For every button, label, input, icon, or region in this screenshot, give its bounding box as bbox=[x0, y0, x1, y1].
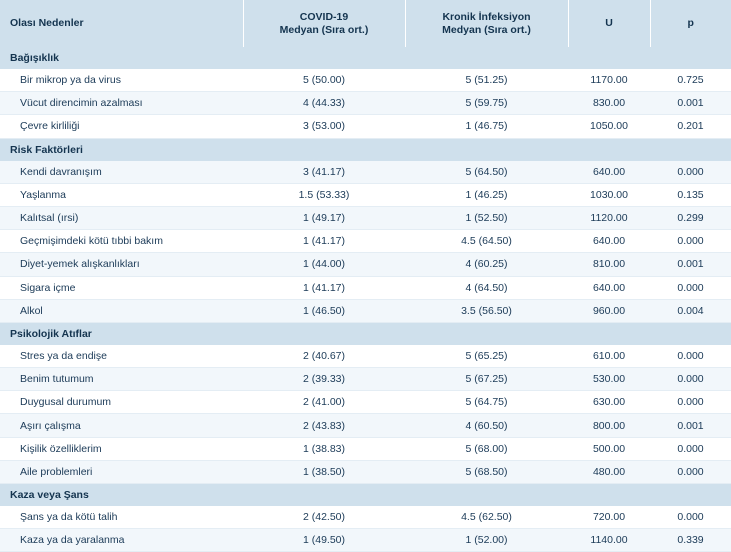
cell-p-value: 0.000 bbox=[650, 437, 731, 460]
cell-cause: Aile problemleri bbox=[0, 460, 243, 483]
table-row bbox=[0, 253, 731, 276]
cell-cause: Kalıtsal (ırsi) bbox=[0, 206, 243, 229]
table-row bbox=[0, 460, 731, 483]
cell-chronic-median: 4 (60.25) bbox=[405, 253, 568, 276]
cell-covid-median: 1.5 (53.33) bbox=[243, 183, 405, 206]
cell-chronic-median: 5 (64.75) bbox=[405, 391, 568, 414]
cell-p-value: 0.000 bbox=[650, 368, 731, 391]
cell-cause: Alkol bbox=[0, 299, 243, 322]
table-section-row bbox=[0, 322, 731, 345]
cell-p-value: 0.000 bbox=[650, 161, 731, 184]
table-section-title: Psikolojik Atıflar bbox=[0, 322, 731, 345]
cell-cause: Benim tutumum bbox=[0, 368, 243, 391]
cell-p-value: 0.000 bbox=[650, 230, 731, 253]
cell-u-value: 1170.00 bbox=[568, 69, 650, 92]
cell-chronic-median: 4 (60.50) bbox=[405, 414, 568, 437]
column-header-chronic bbox=[405, 0, 568, 47]
table-section-row bbox=[0, 47, 731, 69]
cell-covid-median: 2 (40.67) bbox=[243, 345, 405, 368]
cell-u-value: 1030.00 bbox=[568, 183, 650, 206]
cell-u-value: 530.00 bbox=[568, 368, 650, 391]
cell-p-value: 0.000 bbox=[650, 460, 731, 483]
column-header-covid-line2: Medyan (Sıra ort.) bbox=[279, 23, 369, 36]
cell-chronic-median: 1 (52.00) bbox=[405, 529, 568, 552]
cell-cause: Bir mikrop ya da virus bbox=[0, 69, 243, 92]
table-row bbox=[0, 391, 731, 414]
cell-u-value: 500.00 bbox=[568, 437, 650, 460]
cell-cause: Yaşlanma bbox=[0, 183, 243, 206]
cell-chronic-median: 5 (65.25) bbox=[405, 345, 568, 368]
table-row bbox=[0, 506, 731, 529]
column-header-covid bbox=[243, 0, 405, 47]
cell-covid-median: 3 (41.17) bbox=[243, 161, 405, 184]
cell-covid-median: 2 (39.33) bbox=[243, 368, 405, 391]
cell-covid-median: 1 (44.00) bbox=[243, 253, 405, 276]
cell-u-value: 1120.00 bbox=[568, 206, 650, 229]
table-row bbox=[0, 230, 731, 253]
cell-covid-median: 1 (49.50) bbox=[243, 529, 405, 552]
cell-u-value: 800.00 bbox=[568, 414, 650, 437]
cell-p-value: 0.000 bbox=[650, 391, 731, 414]
cell-cause: Kişilik özelliklerim bbox=[0, 437, 243, 460]
cell-covid-median: 2 (41.00) bbox=[243, 391, 405, 414]
cell-cause: Geçmişimdeki kötü tıbbi bakım bbox=[0, 230, 243, 253]
cell-chronic-median: 5 (68.50) bbox=[405, 460, 568, 483]
cell-u-value: 1140.00 bbox=[568, 529, 650, 552]
table-section-title: Risk Faktörleri bbox=[0, 138, 731, 161]
cell-u-value: 960.00 bbox=[568, 299, 650, 322]
cell-cause: Vücut direncimin azalması bbox=[0, 92, 243, 115]
cell-u-value: 480.00 bbox=[568, 460, 650, 483]
column-header-covid-line1: COVID-19 bbox=[299, 11, 349, 23]
cell-cause: Stres ya da endişe bbox=[0, 345, 243, 368]
cell-covid-median: 2 (43.83) bbox=[243, 414, 405, 437]
table-row bbox=[0, 299, 731, 322]
cell-p-value: 0.000 bbox=[650, 276, 731, 299]
cell-covid-median: 4 (44.33) bbox=[243, 92, 405, 115]
cell-covid-median: 1 (41.17) bbox=[243, 276, 405, 299]
cell-cause: Kendi davranışım bbox=[0, 161, 243, 184]
table-header bbox=[0, 0, 731, 47]
column-header-p: p bbox=[650, 0, 731, 47]
cell-u-value: 810.00 bbox=[568, 253, 650, 276]
table-row bbox=[0, 437, 731, 460]
cell-chronic-median: 5 (59.75) bbox=[405, 92, 568, 115]
cell-chronic-median: 5 (67.25) bbox=[405, 368, 568, 391]
cell-p-value: 0.725 bbox=[650, 69, 731, 92]
cell-u-value: 640.00 bbox=[568, 161, 650, 184]
cell-chronic-median: 5 (68.00) bbox=[405, 437, 568, 460]
cell-chronic-median: 5 (51.25) bbox=[405, 69, 568, 92]
cell-cause: Aşırı çalışma bbox=[0, 414, 243, 437]
cell-chronic-median: 3.5 (56.50) bbox=[405, 299, 568, 322]
cell-covid-median: 5 (50.00) bbox=[243, 69, 405, 92]
cell-covid-median: 1 (41.17) bbox=[243, 230, 405, 253]
cell-covid-median: 2 (42.50) bbox=[243, 506, 405, 529]
table-section-row bbox=[0, 138, 731, 161]
cell-p-value: 0.000 bbox=[650, 506, 731, 529]
table-section-title: Bağışıklık bbox=[0, 47, 731, 69]
cell-cause: Çevre kirliliği bbox=[0, 115, 243, 138]
table-row bbox=[0, 92, 731, 115]
cell-covid-median: 1 (46.50) bbox=[243, 299, 405, 322]
cell-covid-median: 3 (53.00) bbox=[243, 115, 405, 138]
table-row bbox=[0, 183, 731, 206]
cell-u-value: 630.00 bbox=[568, 391, 650, 414]
cell-chronic-median: 1 (46.75) bbox=[405, 115, 568, 138]
table-row bbox=[0, 206, 731, 229]
cell-p-value: 0.299 bbox=[650, 206, 731, 229]
cell-chronic-median: 4.5 (62.50) bbox=[405, 506, 568, 529]
cell-covid-median: 1 (38.50) bbox=[243, 460, 405, 483]
cell-p-value: 0.001 bbox=[650, 92, 731, 115]
table-row bbox=[0, 115, 731, 138]
cell-covid-median: 1 (38.83) bbox=[243, 437, 405, 460]
cell-p-value: 0.339 bbox=[650, 529, 731, 552]
cell-p-value: 0.201 bbox=[650, 115, 731, 138]
cell-chronic-median: 4.5 (64.50) bbox=[405, 230, 568, 253]
table-row bbox=[0, 161, 731, 184]
cell-p-value: 0.000 bbox=[650, 345, 731, 368]
cell-p-value: 0.004 bbox=[650, 299, 731, 322]
table-row bbox=[0, 529, 731, 552]
cell-u-value: 610.00 bbox=[568, 345, 650, 368]
cell-chronic-median: 5 (64.50) bbox=[405, 161, 568, 184]
cell-u-value: 1050.00 bbox=[568, 115, 650, 138]
cell-covid-median: 1 (49.17) bbox=[243, 206, 405, 229]
cell-u-value: 640.00 bbox=[568, 276, 650, 299]
table-row bbox=[0, 368, 731, 391]
table-section-title: Kaza veya Şans bbox=[0, 484, 731, 507]
cell-p-value: 0.001 bbox=[650, 253, 731, 276]
cell-chronic-median: 1 (52.50) bbox=[405, 206, 568, 229]
table-row bbox=[0, 69, 731, 92]
cell-cause: Kaza ya da yaralanma bbox=[0, 529, 243, 552]
cell-p-value: 0.135 bbox=[650, 183, 731, 206]
cell-cause: Sigara içme bbox=[0, 276, 243, 299]
table-row bbox=[0, 276, 731, 299]
cell-p-value: 0.001 bbox=[650, 414, 731, 437]
cell-u-value: 720.00 bbox=[568, 506, 650, 529]
column-header-chronic-line2: Medyan (Sıra ort.) bbox=[442, 23, 531, 36]
cell-chronic-median: 4 (64.50) bbox=[405, 276, 568, 299]
table-body bbox=[0, 47, 731, 552]
column-header-u: U bbox=[568, 0, 650, 47]
table-row bbox=[0, 345, 731, 368]
cell-u-value: 830.00 bbox=[568, 92, 650, 115]
cell-u-value: 640.00 bbox=[568, 230, 650, 253]
column-header-cause: Olası Nedenler bbox=[0, 0, 243, 47]
column-header-chronic-line1: Kronik İnfeksiyon bbox=[442, 11, 531, 23]
cell-cause: Diyet-yemek alışkanlıkları bbox=[0, 253, 243, 276]
cell-cause: Duygusal durumum bbox=[0, 391, 243, 414]
table-section-row bbox=[0, 484, 731, 507]
table-row bbox=[0, 414, 731, 437]
cell-cause: Şans ya da kötü talih bbox=[0, 506, 243, 529]
cell-chronic-median: 1 (46.25) bbox=[405, 183, 568, 206]
